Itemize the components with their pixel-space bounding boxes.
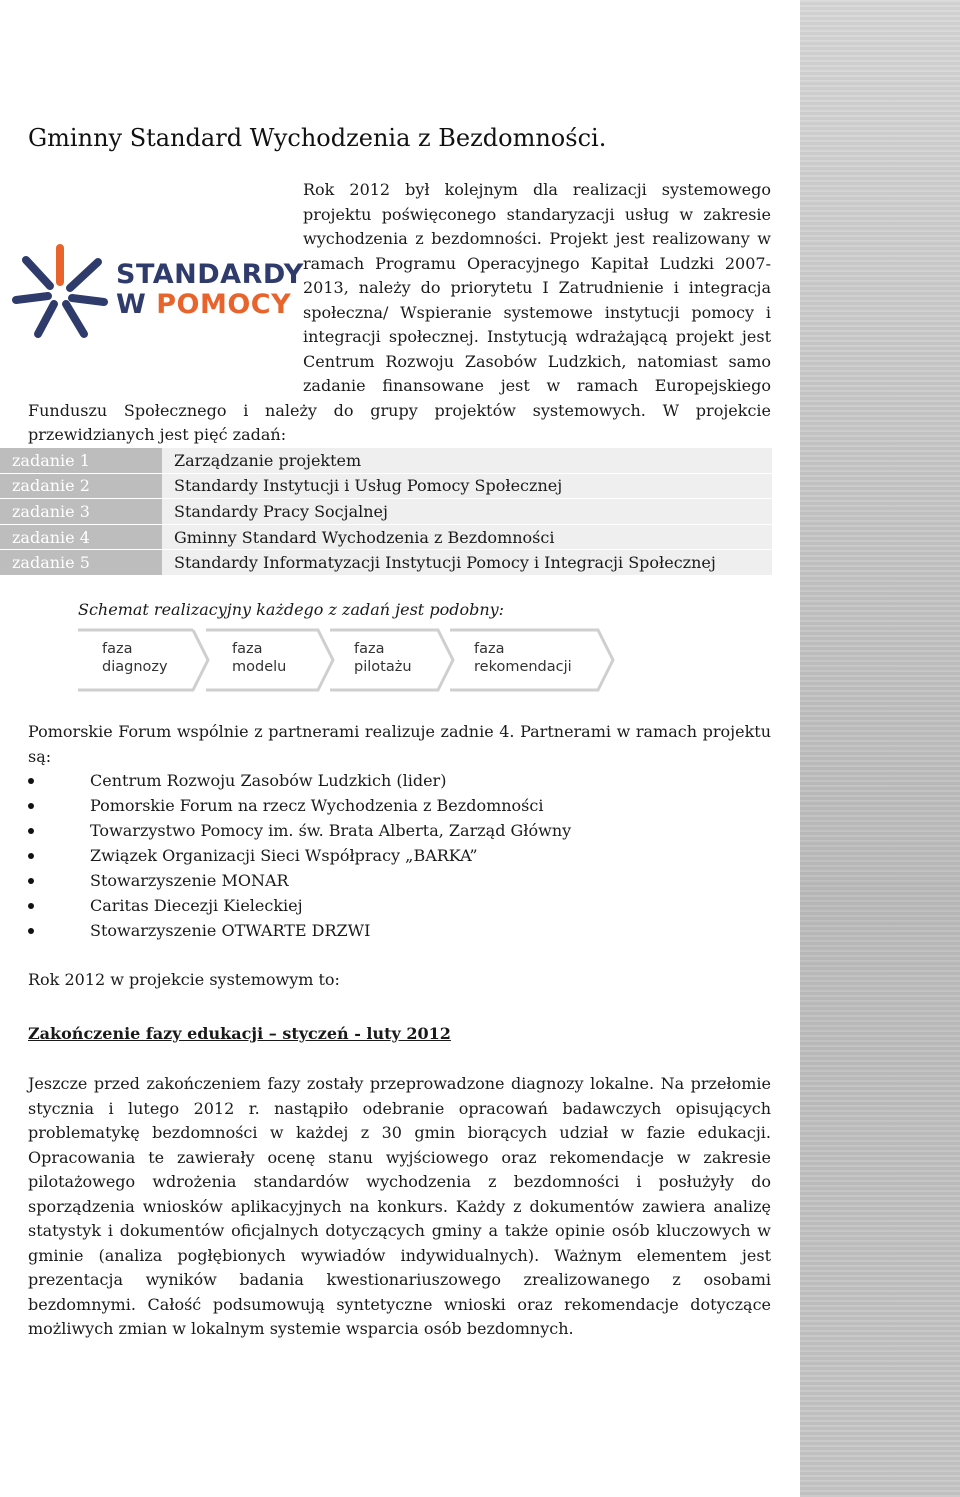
task-name: Standardy Instytucji i Usług Pomocy Społecznej <box>162 474 772 500</box>
phase-diagram <box>78 628 618 692</box>
scheme-caption: Schemat realizacyjny każdego z zadań jest podobny: <box>78 600 505 619</box>
logo-pomocy: POMOCY <box>156 289 292 320</box>
intro-text: Rok 2012 był kolejnym dla realizacji systemowego projektu poświęconego standaryzacji usług w zakresie wychodzenia z bezdomności. Projekt jest realizowany w ramach Programu Operacyjnego Kapitał Ludzki 2007-2013, należy do priorytetu I Zatrudnienie i integracja społeczna/ Wspieranie systemowe instytucji pomocy i integracji społecznej. Instytucją wdrażającą projekt jest Centrum Rozwoju Zasobów Ludzkich, natomiast samo zadanie finansowane jest w ramach Europejskiego Funduszu Społecznego i należy do grupy projektów systemowych. W projekcie przewidzianych jest pięć zadań: <box>28 180 771 444</box>
intro-paragraph <box>28 178 771 448</box>
list-item <box>28 793 571 818</box>
partner-name: Stowarzyszenie OTWARTE DRZWI <box>90 921 371 940</box>
bullet-icon <box>28 878 34 884</box>
logo-wrap-spacer <box>28 227 303 395</box>
page-title: Gminny Standard Wychodzenia z Bezdomności. <box>28 124 607 152</box>
section-body: Jeszcze przed zakończeniem fazy zostały przeprowadzone diagnozy lokalne. Na przełomie stycznia i lutego 2012 r. nastąpiło odebranie opracowań badawczych opisujących problematykę bezdomności w każdej z 30 gmin biorących udział w fazie edukacji. Opracowania te zawierały ocenę stanu wyjściowego oraz rekomendacje w zakresie pilotażowego wdrożenia standardów wychodzenia z bezdomności i posłużyły do sporządzenia wniosków aplikacyjnych na konkurs. Każdy z dokumentów zawiera analizę statystyk i dokumentów oficjalnych dotyczących gminy a także opinie osób kluczowych w gminie (analiza pogłębionych wywiadów indywidualnych). Ważnym elementem jest prezentacja wyników badania kwestionariuszowego zrealizowanego z osobami bezdomnymi. Całość podsumowują syntetyczne wnioski oraz rekomendacje dotyczące możliwych zmian w lokalnym systemie wsparcia osób bezdomnych. <box>28 1074 771 1338</box>
partner-name: Centrum Rozwoju Zasobów Ludzkich (lider) <box>90 771 447 790</box>
tasks-table <box>0 448 772 576</box>
list-item <box>28 893 571 918</box>
task-name: Standardy Informatyzacji Instytucji Pomocy i Integracji Społecznej <box>162 550 772 576</box>
year-label: Rok 2012 w projekcie systemowym to: <box>28 970 340 989</box>
task-number: zadanie 4 <box>0 525 162 551</box>
partner-name: Pomorskie Forum na rzecz Wychodzenia z Bezdomności <box>90 796 544 815</box>
task-row <box>0 448 772 474</box>
bullet-icon <box>28 853 34 859</box>
list-item <box>28 868 571 893</box>
partner-name: Związek Organizacji Sieci Współpracy „BARKA” <box>90 846 478 865</box>
task-row <box>0 474 772 500</box>
task-row <box>0 550 772 576</box>
task-number: zadanie 2 <box>0 474 162 500</box>
task-number: zadanie 3 <box>0 499 162 525</box>
partner-name: Caritas Diecezji Kieleckiej <box>90 896 303 915</box>
bullet-icon <box>28 828 34 834</box>
logo-line-standardy: STANDARDY <box>116 259 304 290</box>
task-name: Gminny Standard Wychodzenia z Bezdomności <box>162 525 772 551</box>
partners-list <box>28 768 571 943</box>
partner-name: Stowarzyszenie MONAR <box>90 871 289 890</box>
task-name: Zarządzanie projektem <box>162 448 772 474</box>
list-item <box>28 918 571 943</box>
section-heading: Zakończenie fazy edukacji – styczeń - luty 2012 <box>28 1024 451 1043</box>
task-name: Standardy Pracy Socjalnej <box>162 499 772 525</box>
partners-intro: Pomorskie Forum wspólnie z partnerami realizuje zadnie 4. Partnerami w ramach projektu są: <box>28 722 771 766</box>
bullet-icon <box>28 803 34 809</box>
task-row <box>0 525 772 551</box>
list-item <box>28 818 571 843</box>
task-number: zadanie 1 <box>0 448 162 474</box>
scan-texture-margin <box>800 0 960 1497</box>
task-number: zadanie 5 <box>0 550 162 576</box>
bullet-icon <box>28 928 34 934</box>
phase-pilot-label: faza pilotażu <box>354 641 412 675</box>
phase-recommendation-label: faza rekomendacji <box>474 641 572 675</box>
phase-model-label: faza modelu <box>232 641 287 675</box>
partner-name: Towarzystwo Pomocy im. św. Brata Alberta, Zarząd Główny <box>90 821 572 840</box>
list-item <box>28 843 571 868</box>
logo-w: W <box>116 289 147 320</box>
bullet-icon <box>28 903 34 909</box>
phase-diagnosis-label: faza diagnozy <box>102 641 168 675</box>
list-item <box>28 768 571 793</box>
task-row <box>0 499 772 525</box>
bullet-icon <box>28 778 34 784</box>
